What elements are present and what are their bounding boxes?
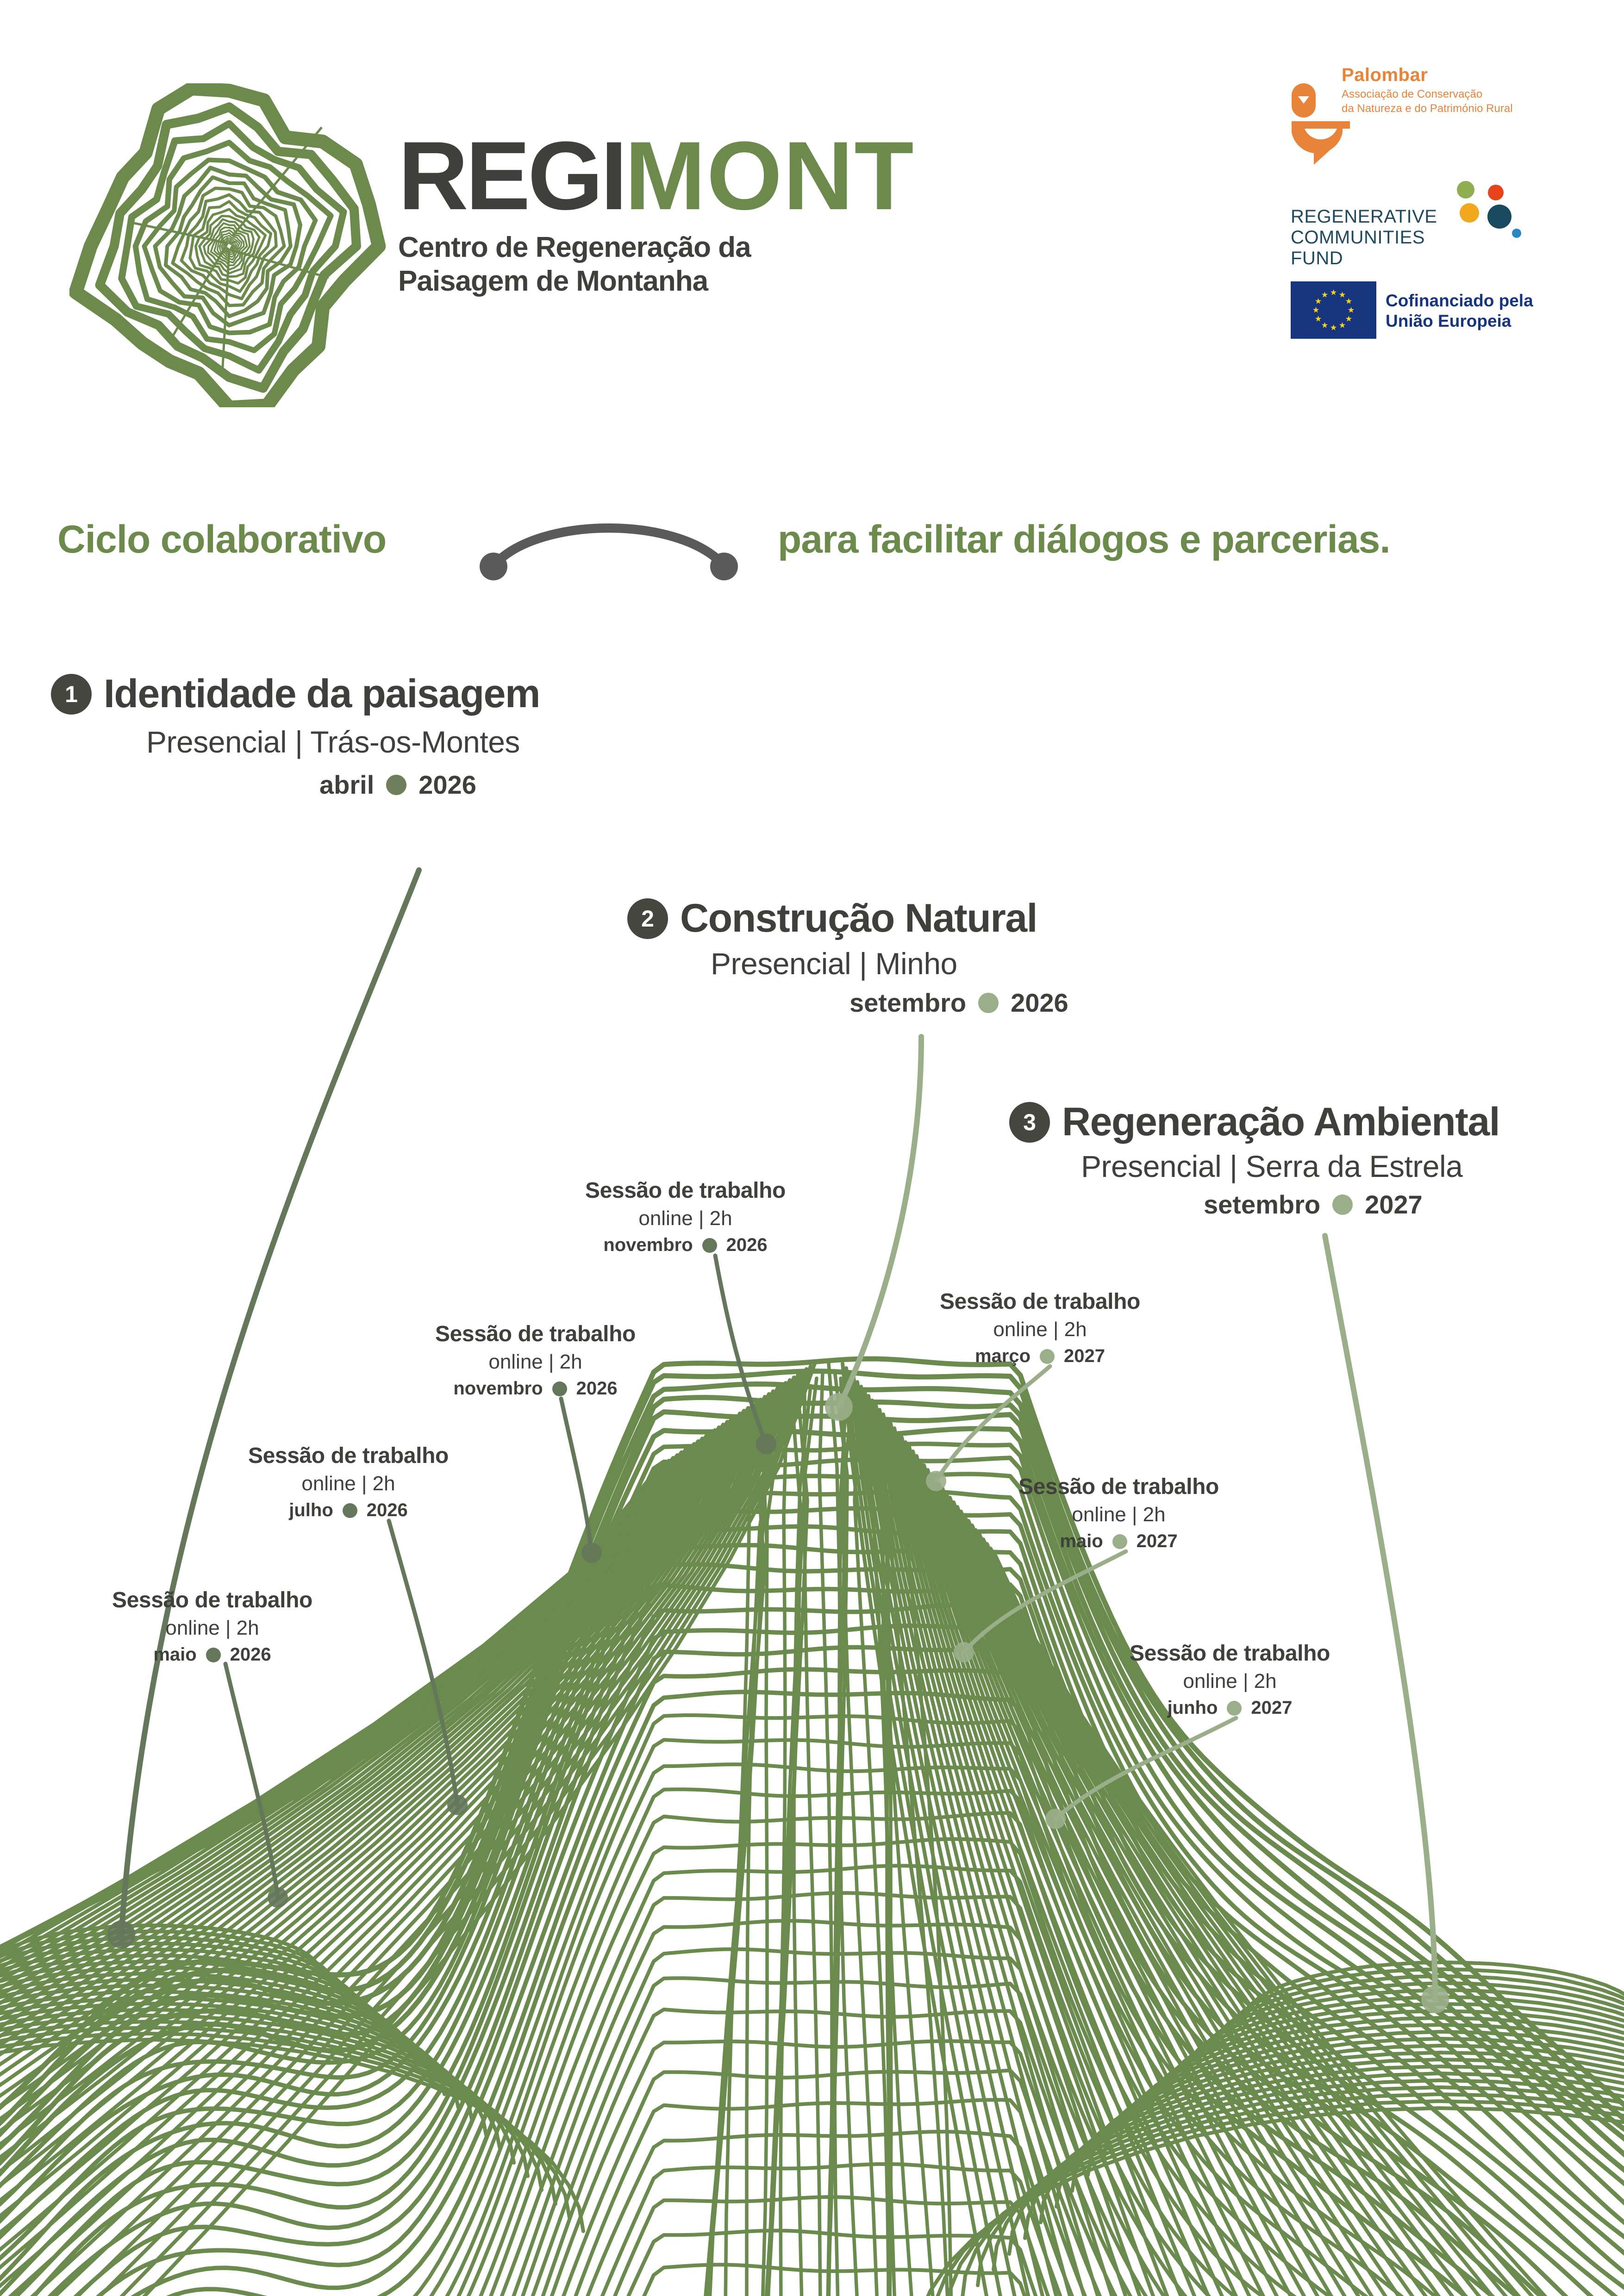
palombar-tagline [1342,87,1550,116]
palombar-name: Palombar [1342,65,1428,85]
tagline-left-text: Ciclo colaborativo [57,517,387,561]
event-1-subtitle: Presencial | Trás-os-Montes [146,725,520,759]
session-1-date [112,1644,312,1665]
event-3-number-badge: 3 [1009,1102,1050,1143]
session-4-month: novembro [603,1235,693,1255]
eu-text [1386,291,1533,332]
rcf-dots-icon [1452,180,1526,240]
session-5-title: Sessão de trabalho [940,1289,1140,1314]
rcf-line3: FUND [1291,248,1343,268]
event-2-heading [627,896,1068,941]
eu-line1: Cofinanciado pela [1386,291,1533,310]
event-1-year: 2026 [418,770,476,799]
session-block-1[interactable] [112,1587,312,1665]
event-1-number-badge: 1 [51,674,92,715]
event-1-month: abril [319,770,375,799]
session-3-date [435,1378,636,1399]
tree-ring-logo-icon [69,83,394,407]
session-block-5[interactable] [940,1289,1140,1367]
session-1-year: 2026 [230,1644,271,1665]
session-3-timeline-dot [552,1381,567,1396]
session-1-mode: online | 2h [165,1617,259,1639]
session-block-3[interactable] [435,1321,636,1399]
logo-mont-text: MONT [625,121,915,230]
eu-flag-icon [1291,281,1376,339]
session-6-timeline-dot [1112,1534,1127,1549]
logo-subtitle-line2: Paisagem de Montanha [398,265,708,297]
partner-logos [1291,65,1550,334]
tagline-bar [0,507,1624,590]
palombar-tagline-line2: da Natureza e do Património Rural [1342,102,1513,115]
rcf-name [1291,206,1437,268]
session-6-title: Sessão de trabalho [1018,1475,1219,1499]
session-5-month: março [974,1346,1031,1366]
session-3-mode: online | 2h [488,1350,582,1373]
regenerative-communities-fund-logo [1291,182,1550,270]
session-7-month: junho [1167,1698,1218,1718]
event-block-3[interactable] [1009,1099,1499,1220]
session-7-title: Sessão de trabalho [1130,1641,1330,1666]
event-3-timeline-dot [1332,1195,1353,1215]
event-2-month: setembro [849,988,967,1017]
event-block-2[interactable] [627,896,1068,1018]
session-6-date [1018,1531,1219,1552]
session-7-date [1130,1698,1330,1718]
session-3-month: novembro [453,1378,543,1399]
session-3-year: 2026 [576,1378,618,1399]
session-block-4[interactable] [585,1178,786,1256]
logo-subtitle [398,230,915,298]
event-1-date [319,770,540,800]
tagline-arc-icon [477,507,741,586]
event-1-heading [51,671,540,717]
event-3-heading [1009,1099,1499,1145]
session-3-title: Sessão de trabalho [435,1322,636,1346]
session-2-mode: online | 2h [301,1472,395,1495]
event-3-year: 2027 [1365,1190,1423,1219]
page-header [0,0,1624,440]
logo-regi-text: REGI [398,121,625,230]
session-2-month: julho [289,1500,333,1520]
session-4-title: Sessão de trabalho [585,1178,786,1203]
palombar-logo [1291,65,1550,171]
session-5-mode: online | 2h [993,1318,1087,1341]
event-2-year: 2026 [1011,988,1068,1017]
eu-cofunding-logo [1291,279,1550,334]
event-3-subtitle: Presencial | Serra da Estrela [1081,1149,1463,1183]
session-5-timeline-dot [1040,1349,1055,1364]
event-2-title: Construção Natural [680,896,1037,940]
session-1-title: Sessão de trabalho [112,1588,312,1612]
session-block-6[interactable] [1018,1474,1219,1552]
event-1-timeline-dot [386,775,406,795]
session-2-title: Sessão de trabalho [248,1444,449,1468]
session-7-timeline-dot [1227,1701,1242,1716]
event-1-title: Identidade da paisagem [104,672,540,716]
event-2-number-badge: 2 [627,898,668,939]
session-6-mode: online | 2h [1072,1503,1166,1526]
event-3-month: setembro [1204,1190,1321,1219]
rcf-line2: COMMUNITIES [1291,227,1425,248]
logo-wordmark [398,121,915,298]
session-4-year: 2026 [726,1235,768,1255]
session-5-year: 2027 [1064,1346,1105,1366]
event-2-subtitle: Presencial | Minho [711,946,957,981]
event-3-title: Regeneração Ambiental [1062,1100,1500,1144]
event-3-date [1204,1189,1499,1220]
rcf-line1: REGENERATIVE [1291,206,1437,227]
eu-line2: União Europeia [1386,311,1512,331]
session-7-mode: online | 2h [1183,1670,1277,1692]
session-7-year: 2027 [1251,1698,1293,1718]
session-4-mode: online | 2h [638,1207,732,1230]
event-2-timeline-dot [978,993,999,1013]
event-block-1[interactable] [51,671,540,800]
session-2-year: 2026 [366,1500,408,1520]
session-block-2[interactable] [248,1443,449,1521]
session-2-date [248,1500,449,1521]
session-block-7[interactable] [1130,1641,1330,1718]
session-1-timeline-dot [206,1648,221,1662]
session-5-date [940,1346,1140,1367]
logo-subtitle-line1: Centro de Regeneração da [398,231,751,263]
session-2-timeline-dot [343,1503,357,1518]
palombar-tagline-line1: Associação de Conservação [1342,88,1483,100]
session-1-month: maio [153,1644,197,1665]
session-4-timeline-dot [702,1238,717,1253]
session-6-year: 2027 [1136,1531,1178,1551]
tagline-right-text: para facilitar diálogos e parcerias. [778,517,1390,561]
session-4-date [585,1235,786,1256]
event-2-date [849,988,1068,1018]
session-6-month: maio [1060,1531,1103,1551]
